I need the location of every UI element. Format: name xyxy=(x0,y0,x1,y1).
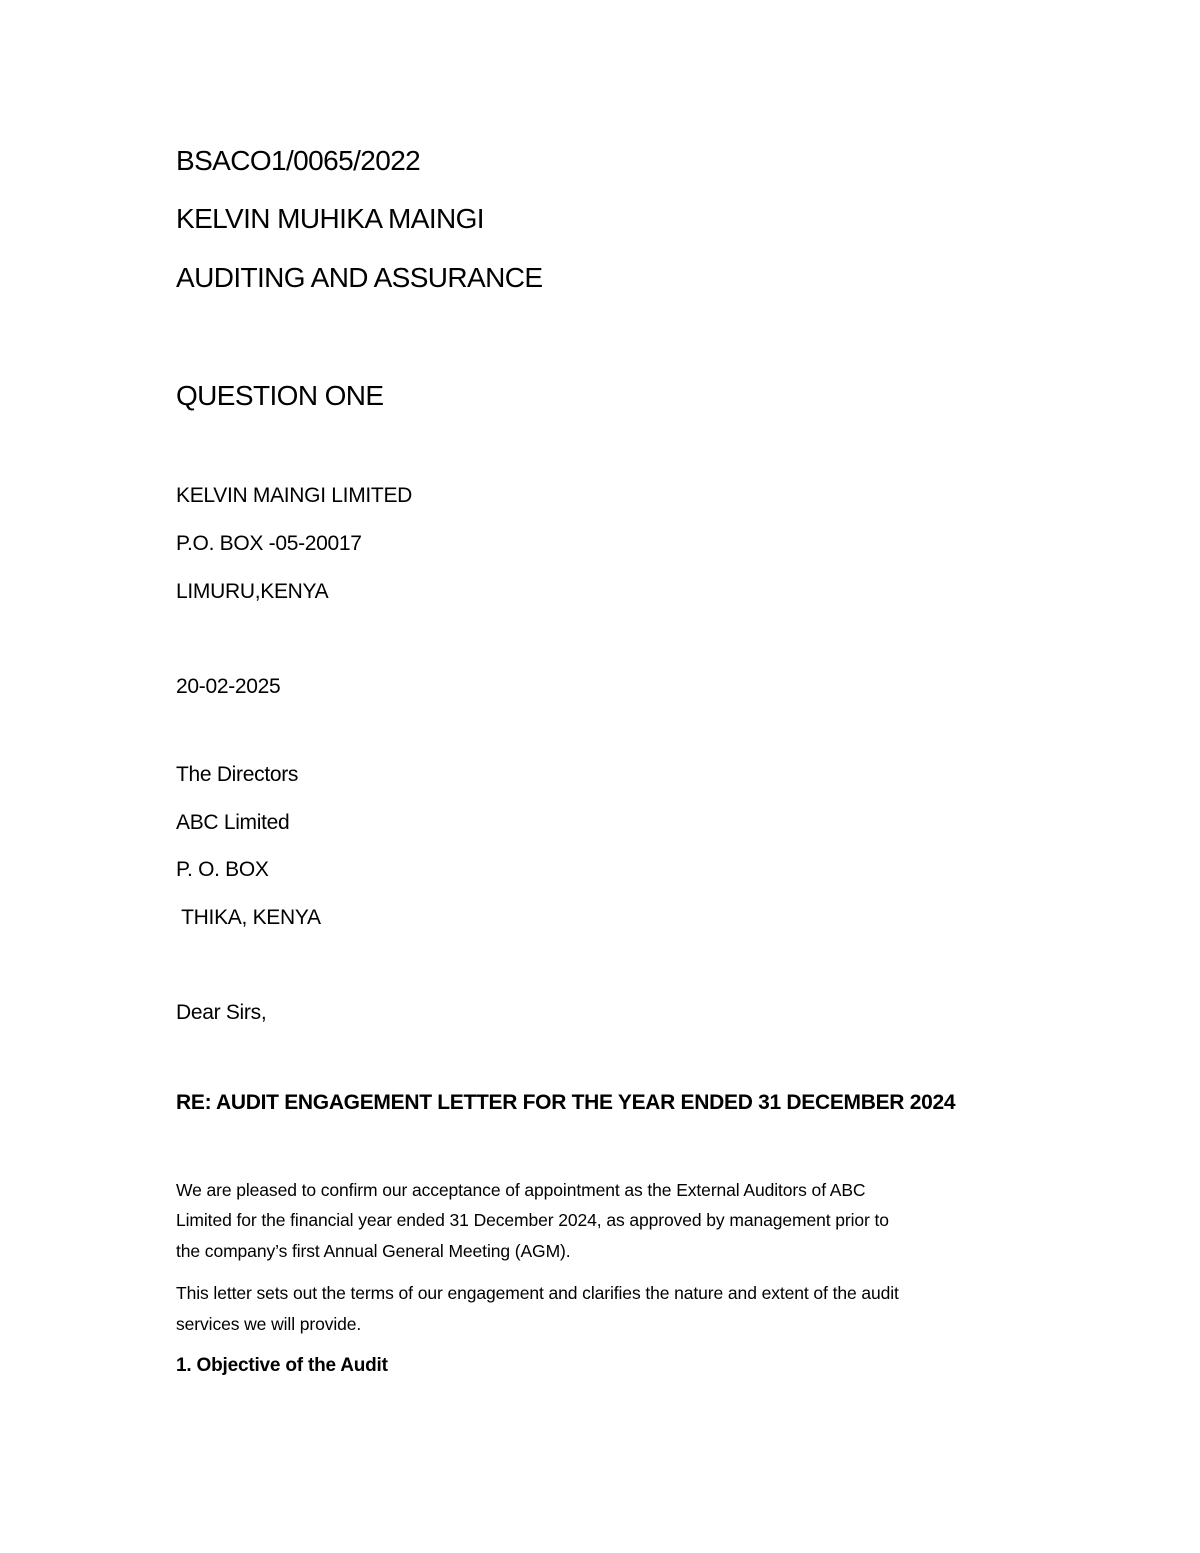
section-1-heading: 1. Objective of the Audit xyxy=(176,1355,388,1376)
paragraph-1-line-2: Limited for the financial year ended 31 December 2024, as approved by management prior to xyxy=(176,1210,889,1230)
sender-po-box: P.O. BOX -05-20017 xyxy=(176,532,362,555)
recipient-line-4: THIKA, KENYA xyxy=(176,906,321,929)
salutation: Dear Sirs, xyxy=(176,1001,267,1024)
registration-number: BSACO1/0065/2022 xyxy=(176,145,421,176)
recipient-line-2: ABC Limited xyxy=(176,811,290,834)
question-title: QUESTION ONE xyxy=(176,380,384,411)
recipient-line-3: P. O. BOX xyxy=(176,858,269,881)
letter-subject: RE: AUDIT ENGAGEMENT LETTER FOR THE YEAR ENDED 31 DECEMBER 2024 xyxy=(176,1091,956,1114)
course-title: AUDITING AND ASSURANCE xyxy=(176,262,543,293)
sender-city: LIMURU,KENYA xyxy=(176,580,329,603)
letter-date: 20-02-2025 xyxy=(176,675,281,698)
paragraph-1-line-3: the company’s first Annual General Meeting (AGM). xyxy=(176,1241,571,1261)
student-name: KELVIN MUHIKA MAINGI xyxy=(176,203,484,234)
sender-name: KELVIN MAINGI LIMITED xyxy=(176,484,413,507)
paragraph-2-line-2: services we will provide. xyxy=(176,1314,362,1334)
paragraph-1-line-1: We are pleased to confirm our acceptance of appointment as the External Auditors of ABC xyxy=(176,1180,866,1200)
recipient-line-1: The Directors xyxy=(176,763,299,786)
paragraph-2-line-1: This letter sets out the terms of our engagement and clarifies the nature and extent of the audit xyxy=(176,1283,899,1303)
